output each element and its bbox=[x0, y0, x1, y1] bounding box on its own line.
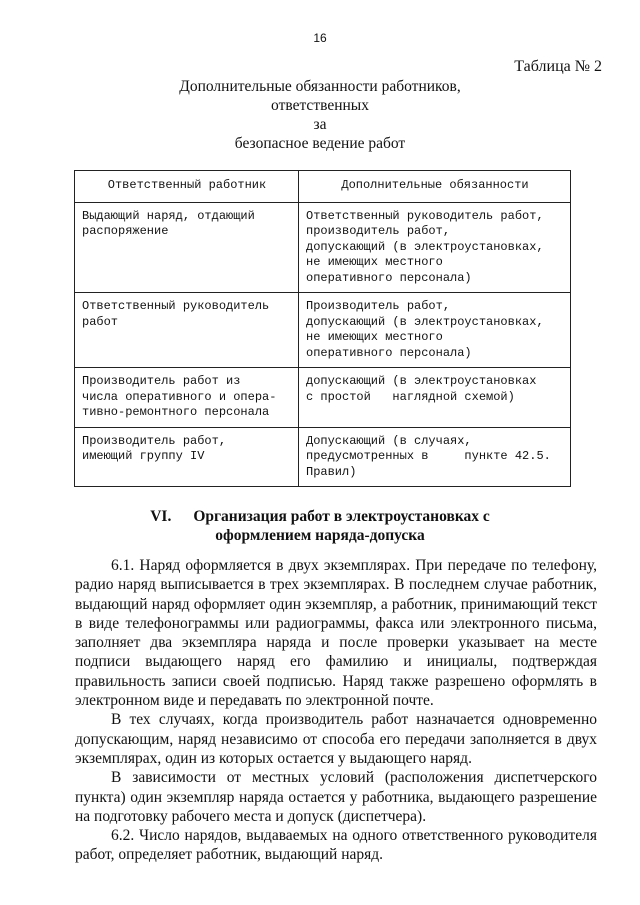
section-title-line: оформлением наряда-допуска bbox=[215, 527, 425, 544]
paragraph: 6.2. Число нарядов, выдаваемых на одного ответственного руководителя работ, определяет работник, выдающий наряд. bbox=[75, 827, 597, 864]
table-label: Таблица № 2 bbox=[514, 58, 602, 75]
paragraph: 6.1. Наряд оформляется в двух экземплярах. При передаче по телефону, радио наряд выписывается в трех экземплярах. В последнем случае работник, выдающий наряд оформляет один экземпляр, а работник, принимающий текст в виде телефонограммы или радиограммы, факса или электронного письма, заполняет два экземпляра наряда и после проверки указывает на месте подписи выдающего наряд его фамилию и инициалы, подтверждая правильность записи своей подписью. Наряд также разрешено оформлять в электронном виде и передавать по электронной почте. bbox=[75, 557, 597, 710]
table-row bbox=[75, 202, 571, 293]
section-title-line: Организация работ в электроустановках с bbox=[193, 508, 490, 525]
cell-worker: Производитель работ, имеющий группу IV bbox=[75, 427, 299, 487]
table-header-row bbox=[75, 171, 571, 203]
paragraph: В зависимости от местных условий (расположения диспетчерского пункта) один экземпляр наряда остается у работника, выдающего разрешение на подготовку рабочего места и допуск (диспетчера). bbox=[75, 769, 597, 825]
cell-duties: Ответственный руководитель работ, производитель работ, допускающий (в электроустановках, не имеющих местного оперативного персонала) bbox=[299, 202, 571, 293]
table-row bbox=[75, 293, 571, 368]
cell-duties: Производитель работ, допускающий (в электроустановках, не имеющих местного оперативного персонала) bbox=[299, 293, 571, 368]
cell-duties: допускающий (в электроустановках с простой наглядной схемой) bbox=[299, 368, 571, 428]
table-row bbox=[75, 427, 571, 487]
page-number: 16 bbox=[313, 31, 327, 45]
body-text bbox=[75, 556, 597, 865]
caption-line: за bbox=[313, 116, 327, 133]
cell-worker: Производитель работ из числа оперативного и опера- тивно-ремонтного персонала bbox=[75, 368, 299, 428]
section-number: VI. bbox=[150, 508, 172, 525]
caption-line: Дополнительные обязанности работников, bbox=[179, 78, 461, 95]
cell-worker: Выдающий наряд, отдающий распоряжение bbox=[75, 202, 299, 293]
caption-line: безопасное ведение работ bbox=[234, 135, 406, 152]
cell-duties: Допускающий (в случаях, предусмотренных в пункте 42.5. Правил) bbox=[299, 427, 571, 487]
duties-table bbox=[74, 170, 571, 487]
column-header-duties: Дополнительные обязанности bbox=[299, 171, 571, 203]
section-heading bbox=[0, 507, 640, 545]
table-caption bbox=[0, 77, 640, 153]
table-row bbox=[75, 368, 571, 428]
cell-worker: Ответственный руководитель работ bbox=[75, 293, 299, 368]
paragraph: В тех случаях, когда производитель работ назначается одновременно допускающим, наряд независимо от способа его передачи заполняется в двух экземплярах, один из которых остается у выдающего наряд. bbox=[75, 711, 597, 767]
caption-line: ответственных bbox=[271, 97, 369, 114]
column-header-worker: Ответственный работник bbox=[75, 171, 299, 203]
